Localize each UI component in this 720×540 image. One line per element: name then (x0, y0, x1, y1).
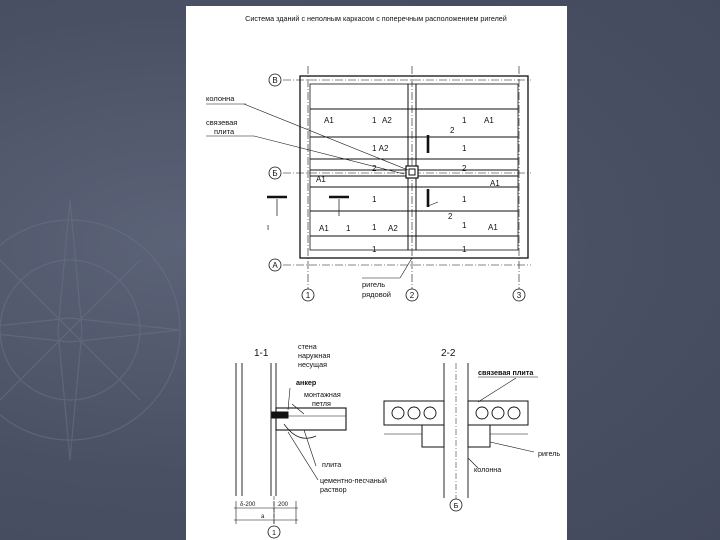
svg-text:А2: А2 (388, 224, 398, 233)
wall-label-3: несущая (298, 360, 327, 369)
svg-text:1: 1 (462, 144, 467, 153)
svg-text:1: 1 (462, 195, 467, 204)
section-2-2 (384, 363, 534, 511)
callout-beam-1: ригель (362, 280, 386, 289)
section-2-title: 2-2 (441, 348, 456, 359)
wall-label-2: наружная (298, 351, 331, 360)
axis-label-col-2: 2 (409, 291, 415, 300)
section-1-title: 1-1 (254, 348, 269, 359)
sheet-title: Система зданий с неполным каркасом с поперечным расположением ригелей (245, 14, 507, 23)
svg-text:2: 2 (450, 126, 455, 135)
section-mark-label: I (267, 223, 270, 232)
svg-text:А1: А1 (319, 224, 329, 233)
column-label: колонна (474, 465, 502, 474)
axis-label-row-b: Б (272, 169, 278, 178)
axis-label-col-3: 3 (516, 291, 522, 300)
svg-text:2: 2 (448, 212, 453, 221)
svg-text:1: 1 (372, 245, 377, 254)
svg-text:1: 1 (462, 221, 467, 230)
svg-text:А1: А1 (488, 223, 498, 232)
compass-rose-decoration (0, 180, 200, 540)
svg-text:А1: А1 (324, 116, 334, 125)
floor-plan (244, 66, 531, 301)
loop-label-1: монтажная (304, 390, 341, 399)
svg-text:1: 1 (372, 195, 377, 204)
svg-text:1: 1 (462, 245, 467, 254)
drawing-canvas (186, 6, 567, 540)
axis-label-row-a: А (272, 261, 278, 270)
svg-text:1: 1 (346, 224, 351, 233)
beam-label: ригель (538, 449, 561, 458)
svg-text:А2: А2 (382, 116, 392, 125)
svg-text:А1: А1 (484, 116, 494, 125)
axis-label-col-1: 1 (305, 291, 311, 300)
callout-tie-slab-1: связевая (206, 118, 238, 127)
svg-text:1: 1 (372, 116, 377, 125)
axis-b-label: Б (453, 501, 459, 510)
mortar-label-2: раствор (320, 485, 347, 494)
loop-label-2: петля (312, 399, 331, 408)
drawing-sheet (186, 6, 567, 540)
axis-1-label: 1 (272, 528, 276, 537)
callout-beam-2: рядовой (362, 290, 391, 299)
anchor-label: анкер (296, 378, 317, 387)
svg-text:2: 2 (372, 164, 377, 173)
callout-column: колонна (206, 94, 235, 103)
tie-slab-label: связевая плита (478, 368, 534, 377)
slab-label: плита (322, 460, 342, 469)
svg-text:1: 1 (372, 223, 377, 232)
svg-text:1 А2: 1 А2 (372, 144, 389, 153)
svg-text:А1: А1 (490, 179, 500, 188)
svg-text:2: 2 (462, 164, 467, 173)
svg-text:А1: А1 (316, 175, 326, 184)
axis-label-row-v: В (272, 76, 278, 85)
dim-left: δ-200 (240, 502, 256, 508)
svg-text:1: 1 (462, 116, 467, 125)
mortar-label-1: цементно-песчаный (320, 476, 387, 485)
dim-a: а (261, 514, 265, 520)
wall-label-1: стена (298, 342, 317, 351)
dim-right: 200 (278, 502, 289, 508)
callout-tie-slab-2: плита (214, 127, 235, 136)
